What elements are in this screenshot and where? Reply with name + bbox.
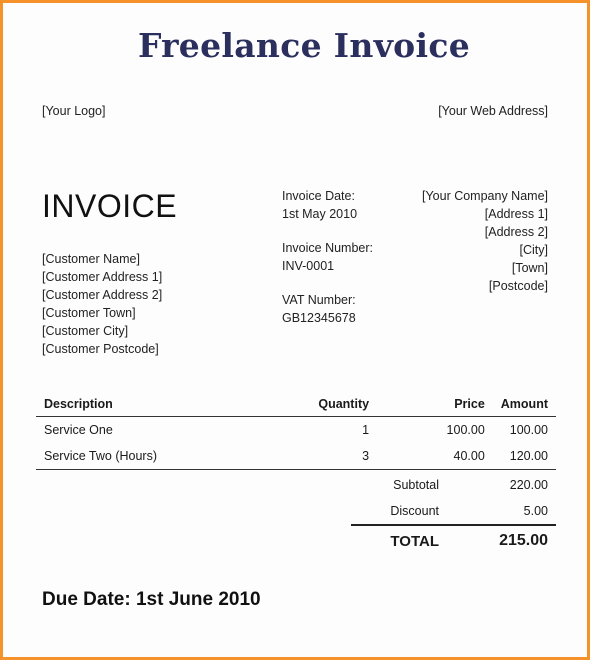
- item-amount: 100.00: [509, 423, 548, 437]
- column-header-amount: Amount: [493, 392, 556, 417]
- invoice-date-value: 1st May 2010: [282, 207, 358, 221]
- invoice-meta: [282, 187, 373, 327]
- customer-name: [Customer Name]: [42, 252, 140, 266]
- discount-label: Discount: [390, 504, 439, 518]
- discount-row: [351, 498, 556, 525]
- column-header-description: Description: [36, 392, 241, 417]
- item-price: 100.00: [446, 423, 485, 437]
- item-description: Service Two (Hours): [36, 443, 241, 470]
- customer-address-2: [Customer Address 2]: [42, 288, 163, 302]
- vat-number-label: VAT Number:: [282, 293, 356, 307]
- column-header-quantity: Quantity: [241, 392, 377, 417]
- invoice-heading: INVOICE: [42, 188, 178, 224]
- invoice-number-value: INV-0001: [282, 259, 335, 273]
- subtotal-value: 220.00: [509, 478, 548, 492]
- customer-city: [Customer City]: [42, 324, 129, 338]
- item-amount: 120.00: [493, 443, 556, 470]
- company-address-2: [Address 2]: [484, 225, 548, 239]
- customer-address-1: [Customer Address 1]: [42, 270, 163, 284]
- line-items-table: [36, 392, 556, 470]
- table-header-row: [36, 392, 556, 417]
- table-row: [36, 417, 556, 444]
- total-value: 215.00: [447, 525, 556, 556]
- subtotal-row: [351, 472, 556, 498]
- customer-town: [Customer Town]: [42, 306, 136, 320]
- discount-value: 5.00: [523, 504, 548, 518]
- item-price: 40.00: [377, 443, 493, 470]
- company-details: [422, 187, 548, 295]
- web-address: [Your Web Address]: [438, 104, 548, 118]
- vat-number-value: GB12345678: [282, 311, 356, 325]
- item-quantity: 3: [241, 443, 377, 470]
- item-quantity: 1: [362, 423, 370, 437]
- company-city: [City]: [519, 243, 548, 257]
- total-row: [351, 525, 556, 556]
- customer-details: [42, 250, 162, 358]
- totals-table: [351, 472, 556, 556]
- due-date: Due Date: 1st June 2010: [42, 589, 261, 610]
- total-label: TOTAL: [351, 525, 447, 556]
- item-description: Service One: [44, 423, 113, 437]
- invoice-number-label: Invoice Number:: [282, 241, 374, 255]
- company-postcode: [Postcode]: [488, 279, 548, 293]
- subtotal-label: Subtotal: [393, 478, 439, 492]
- customer-postcode: [Customer Postcode]: [42, 342, 159, 356]
- column-header-price: Price: [377, 392, 493, 417]
- table-row: [36, 443, 556, 470]
- company-name: [Your Company Name]: [422, 189, 548, 203]
- logo-placeholder: [Your Logo]: [42, 104, 106, 118]
- invoice-date-label: Invoice Date:: [282, 189, 355, 203]
- company-address-1: [Address 1]: [484, 207, 548, 221]
- company-town: [Town]: [511, 261, 548, 275]
- document-title: Freelance Invoice: [137, 26, 471, 65]
